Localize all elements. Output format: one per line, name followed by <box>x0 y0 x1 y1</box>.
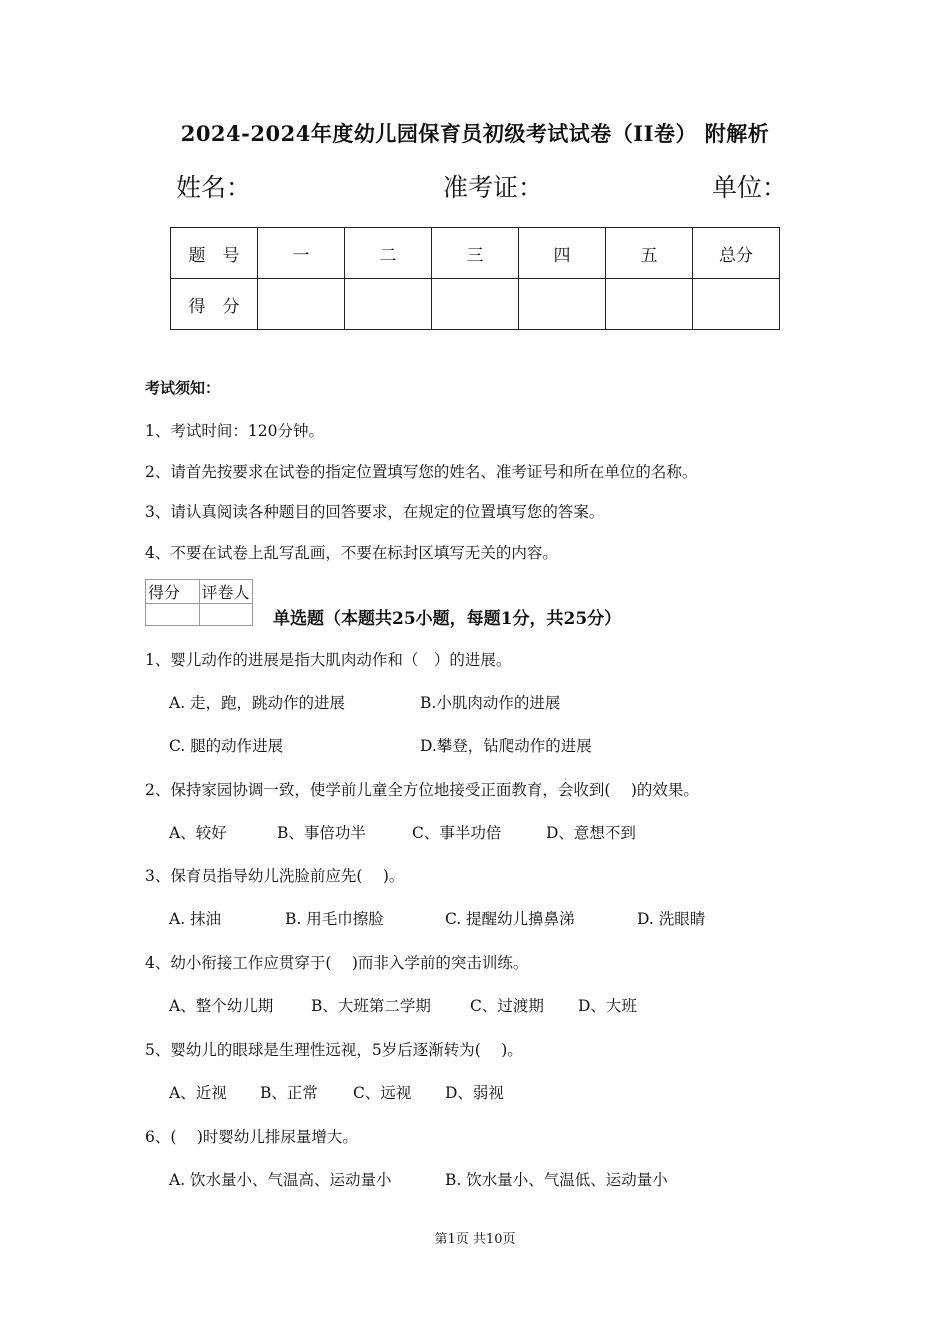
exam-id-label: 准考证： <box>443 173 544 202</box>
question-option[interactable]: A. 走，跑，跳动作的进展 <box>169 694 346 712</box>
score-table-header-row <box>171 228 780 279</box>
score-cell: 总分 <box>693 228 780 279</box>
question-stem: 5、婴幼儿的眼球是生理性远视，5岁后逐渐转为( )。 <box>145 1041 523 1059</box>
score-cell: 五 <box>606 228 693 279</box>
score-input-cell[interactable] <box>519 279 606 330</box>
question-option[interactable]: D. 洗眼睛 <box>637 910 706 928</box>
question-option[interactable]: B. 用毛巾擦脸 <box>285 910 384 928</box>
score-input-cell[interactable] <box>258 279 345 330</box>
question-stem: 4、幼小衔接工作应贯穿于( )而非入学前的突击训练。 <box>145 954 529 972</box>
question-option[interactable]: B、事倍功半 <box>277 824 366 842</box>
question-option[interactable]: C. 提醒幼儿擤鼻涕 <box>445 910 575 928</box>
question-stem: 2、保持家园协调一致，使学前儿童全方位地接受正面教育，会收到( )的效果。 <box>145 781 699 799</box>
score-input-cell[interactable] <box>606 279 693 330</box>
notice-item: 4、不要在试卷上乱写乱画，不要在标封区填写无关的内容。 <box>145 544 558 562</box>
score-cell: 二 <box>345 228 432 279</box>
score-table-score-row <box>171 279 780 330</box>
question-stem: 6、( )时婴幼儿排尿量增大。 <box>145 1128 358 1146</box>
notice-item: 3、请认真阅读各种题目的回答要求，在规定的位置填写您的答案。 <box>145 503 605 521</box>
question-stem: 3、保育员指导幼儿洗脸前应先( )。 <box>145 867 405 885</box>
question-option[interactable]: A、较好 <box>169 824 227 842</box>
question-option[interactable]: C. 腿的动作进展 <box>169 737 284 755</box>
score-cell: 一 <box>258 228 345 279</box>
score-table <box>170 227 780 330</box>
unit-label: 单位： <box>712 173 788 202</box>
question-option[interactable]: B、正常 <box>260 1084 318 1102</box>
question-option[interactable]: A. 抹油 <box>169 910 222 928</box>
question-option[interactable]: D、弱视 <box>445 1084 504 1102</box>
score-row-label: 得 分 <box>171 279 258 330</box>
question-option[interactable]: D、意想不到 <box>546 824 636 842</box>
notice-item: 1、考试时间：120分钟。 <box>145 422 324 440</box>
grader-box <box>145 579 253 626</box>
question-option[interactable]: A. 饮水量小、气温高、运动量小 <box>169 1171 392 1189</box>
score-input-cell[interactable] <box>693 279 780 330</box>
question-option[interactable]: C、过渡期 <box>470 997 544 1015</box>
section-title: 单选题（本题共25小题，每题1分，共25分） <box>273 609 622 629</box>
notice-item: 2、请首先按要求在试卷的指定位置填写您的姓名、准考证号和所在单位的名称。 <box>145 463 698 481</box>
question-option[interactable]: C、远视 <box>353 1084 412 1102</box>
question-option[interactable]: D.攀登，钻爬动作的进展 <box>420 737 592 755</box>
question-option[interactable]: A、近视 <box>169 1084 227 1102</box>
question-stem: 1、婴儿动作的进展是指大肌肉动作和（ ）的进展。 <box>145 651 512 669</box>
question-option[interactable]: D、大班 <box>578 997 637 1015</box>
score-cell: 题 号 <box>171 228 258 279</box>
grader-name-cell[interactable] <box>199 604 253 626</box>
grader-score-cell[interactable] <box>146 604 200 626</box>
grader-name-label: 评卷人 <box>199 580 253 604</box>
score-cell: 四 <box>519 228 606 279</box>
name-label: 姓名： <box>176 173 252 202</box>
question-option[interactable]: B.小肌肉动作的进展 <box>420 694 561 712</box>
question-option[interactable]: B. 饮水量小、气温低、运动量小 <box>445 1171 668 1189</box>
score-cell: 三 <box>432 228 519 279</box>
question-option[interactable]: A、整个幼儿期 <box>169 997 274 1015</box>
exam-title: 2024-2024年度幼儿园保育员初级考试试卷（II卷） 附解析 <box>180 121 770 146</box>
grader-score-label: 得分 <box>146 580 200 604</box>
notice-heading: 考试须知： <box>145 379 221 397</box>
score-input-cell[interactable] <box>432 279 519 330</box>
question-option[interactable]: B、大班第二学期 <box>311 997 431 1015</box>
score-input-cell[interactable] <box>345 279 432 330</box>
question-option[interactable]: C、事半功倍 <box>412 824 502 842</box>
page-number: 第1页 共10页 <box>434 1232 516 1247</box>
